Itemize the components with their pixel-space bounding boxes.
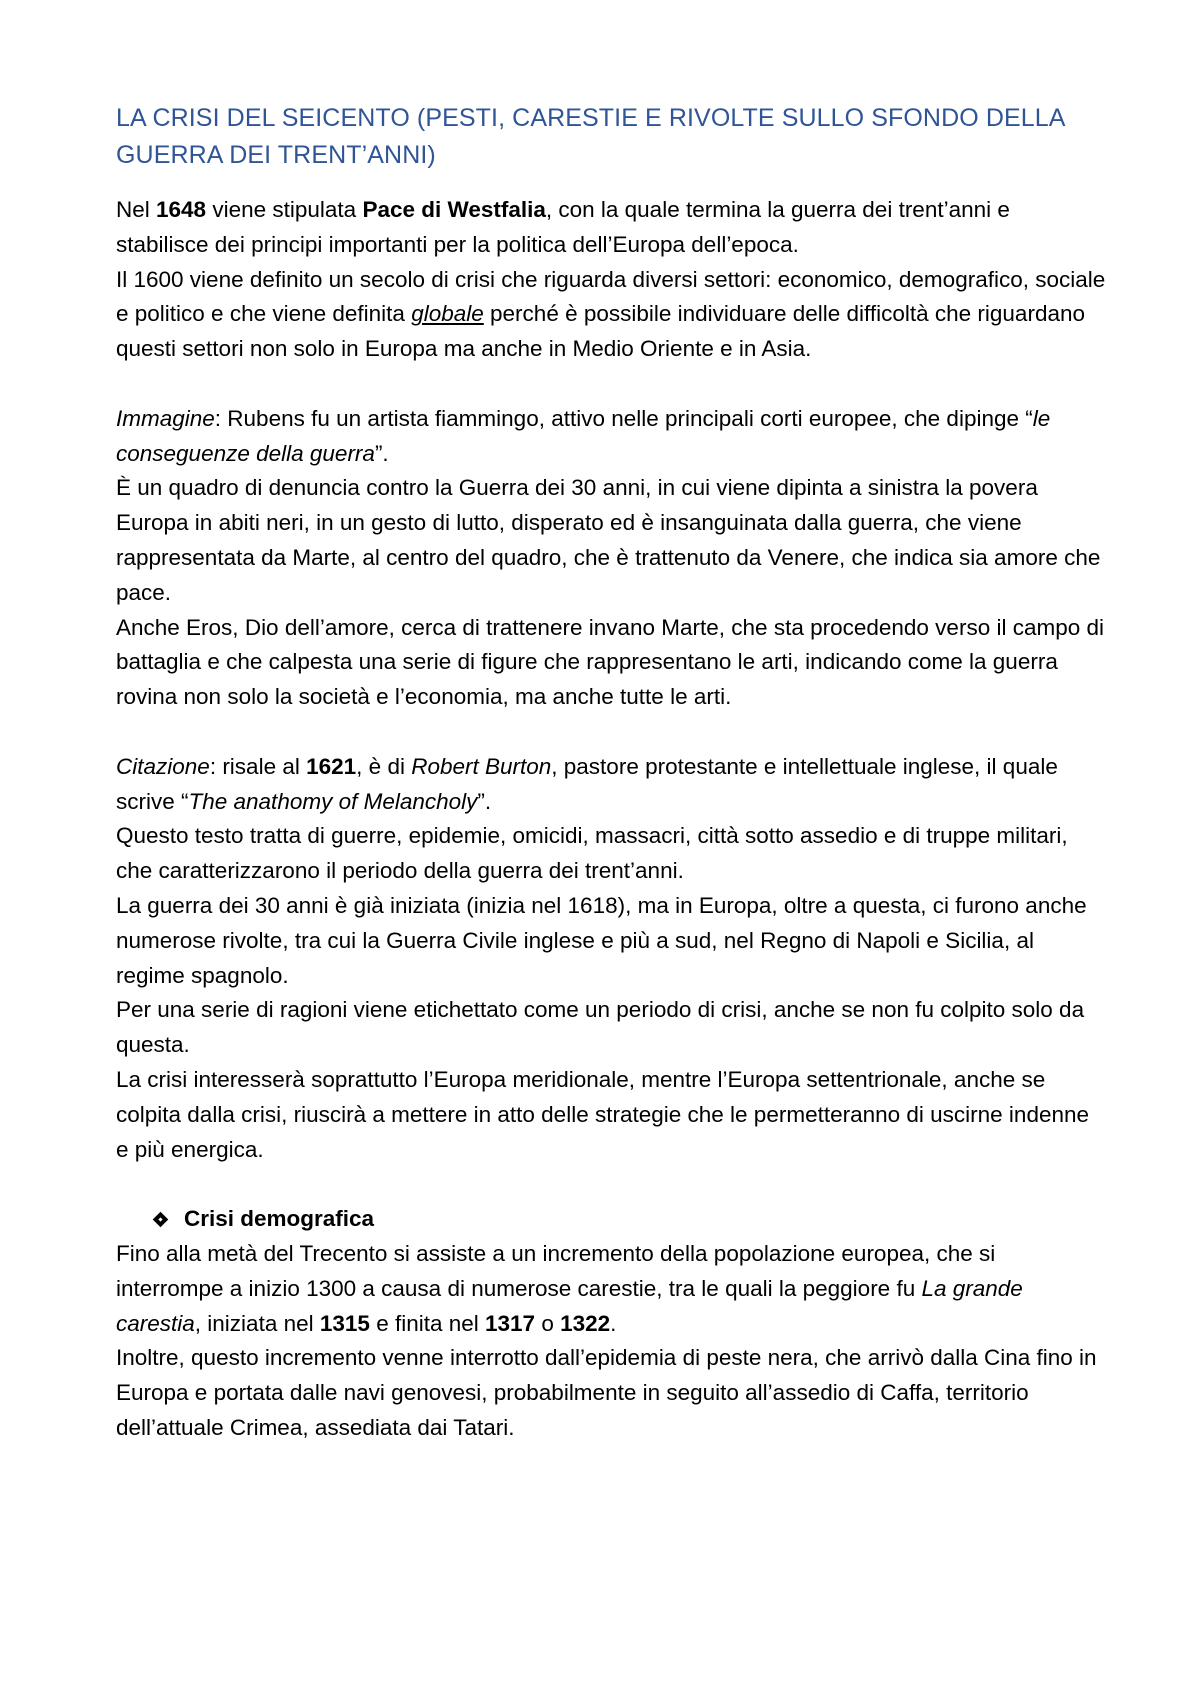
blank-line [116, 367, 1106, 402]
text: , iniziata nel [194, 1310, 320, 1336]
text: Il 1600 viene definito un secolo di crisi che riguarda diversi settori: economico, demografico, sociale e politico e che viene definita [116, 266, 1106, 327]
section-heading-text: Crisi demografica [184, 1206, 375, 1232]
work-title: le conseguenze della guerra [116, 405, 1051, 466]
author-name: Robert Burton [411, 753, 552, 779]
event-name: La grande carestia [116, 1275, 1023, 1336]
text: ”. [477, 788, 492, 814]
text: : Rubens fu un artista fiammingo, attivo nelle principali corti europee, che dipinge “ [214, 405, 1033, 431]
demografica-paragraph-2: Inoltre, questo incremento venne interrotto dall’epidemia di peste nera, che arrivò dalla Cina fino in Europa e portata dalle navi genovesi, probabilmente in seguito all’assedio di Caffa, territorio dell’attuale Crimea, assediata dai Tatari. [116, 1345, 1097, 1440]
document-page [116, 100, 1106, 1446]
year-1621: 1621 [306, 753, 357, 779]
intro-paragraph-1 [116, 193, 1106, 263]
year-1648: 1648 [156, 197, 207, 222]
text: perché è possibile individuare delle difficoltà che riguardano questi settori non solo in Europa ma anche in Medio Oriente e in Asia. [116, 301, 1085, 362]
treaty-name: Pace di Westfalia [362, 197, 546, 222]
text: Nel [116, 197, 157, 222]
citazione-paragraph-3: La guerra dei 30 anni è già iniziata (inizia nel 1618), ma in Europa, oltre a questa, ci furono anche numerose rivolte, tra cui la Guerra Civile inglese e più a sud, nel Regno di Napoli e Sicilia, al regime spagnolo. [116, 892, 1087, 988]
citazione-paragraph-4: Per una serie di ragioni viene etichettato come un periodo di crisi, anche se non fu colpito solo da questa. [116, 997, 1085, 1058]
text: e finita nel [369, 1310, 486, 1336]
diamond-bullet-icon [154, 1213, 168, 1227]
demografica-paragraph-1 [116, 1237, 1106, 1341]
term-globale: globale [411, 301, 484, 327]
citazione-paragraph-2: Questo testo tratta di guerre, epidemie, omicidi, massacri, città sotto assedio e di truppe militari, che caratterizzarono il periodo della guerra dei trent’anni. [116, 823, 1068, 884]
immagine-label: Immagine [116, 405, 215, 431]
citazione-label: Citazione [116, 753, 210, 779]
blank-line [116, 715, 1106, 750]
immagine-paragraph-3: Anche Eros, Dio dell’amore, cerca di trattenere invano Marte, che sta procedendo verso il campo di battaglia e che calpesta una serie di figure che rappresentano le arti, indicando come la guerra rovina non solo la società e l’economia, ma anche tutte le arti. [116, 614, 1105, 710]
section-heading-crisi-demografica [116, 1202, 1106, 1237]
text: o [535, 1310, 561, 1336]
year-1317: 1317 [485, 1310, 536, 1336]
text: , con la quale termina la guerra dei trent’anni e stabilisce dei principi importanti per la politica dell’Europa dell’epoca. [116, 197, 1010, 257]
document-title: LA CRISI DEL SEICENTO (PESTI, CARESTIE E RIVOLTE SULLO SFONDO DELLA GUERRA DEI TRENT’ANNI) [116, 104, 1065, 169]
text: ”. [374, 440, 389, 466]
year-1315: 1315 [319, 1310, 370, 1336]
citazione-paragraph-5: La crisi interesserà soprattutto l’Europa meridionale, mentre l’Europa settentrionale, anche se colpita dalla crisi, riuscirà a mettere in atto delle strategie che le permetteranno di uscirne indenne e più energica. [116, 1066, 1090, 1162]
text: viene stipulata [206, 197, 363, 222]
text: , pastore protestante e intellettuale inglese, il quale scrive “ [116, 753, 1058, 814]
intro-paragraph-2 [116, 263, 1106, 367]
citazione-paragraph-1 [116, 750, 1106, 820]
immagine-paragraph-2: È un quadro di denuncia contro la Guerra dei 30 anni, in cui viene dipinta a sinistra la povera Europa in abiti neri, in un gesto di lutto, disperato ed è insanguinata dalla guerra, che viene rappresentata da Marte, al centro del quadro, che è trattenuto da Venere, che indica sia amore che pace. [116, 475, 1101, 605]
text: Fino alla metà del Trecento si assiste a un incremento della popolazione europea, che si interrompe a inizio 1300 a causa di numerose carestie, tra le quali la peggiore fu [116, 1240, 996, 1301]
text: : risale al [209, 753, 307, 779]
work-title: The anathomy of Melancholy [188, 788, 478, 814]
blank-line [116, 1167, 1106, 1202]
immagine-paragraph-1 [116, 402, 1106, 472]
text: . [610, 1310, 617, 1336]
year-1322: 1322 [560, 1310, 611, 1336]
text: , è di [356, 753, 412, 779]
